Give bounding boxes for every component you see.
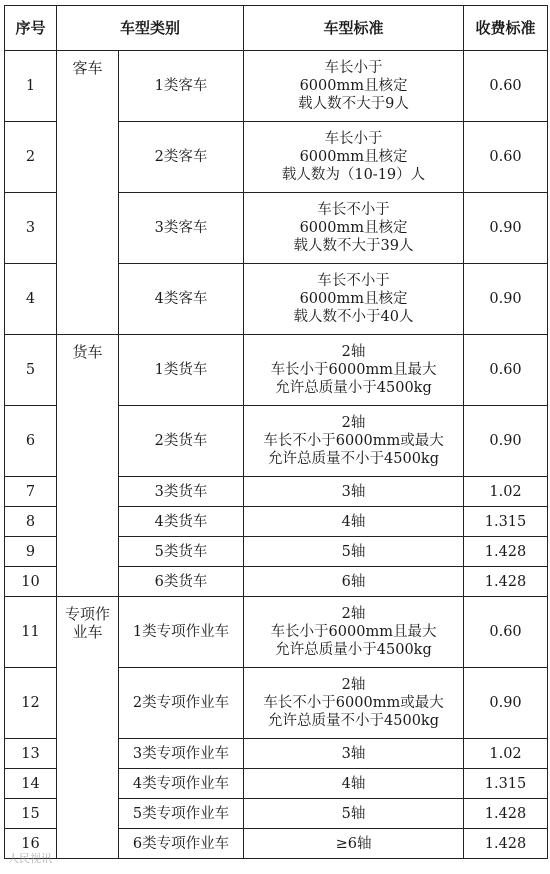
row-fee: 1.315 <box>464 507 548 537</box>
fee-table-container <box>4 5 547 859</box>
row-fee: 0.60 <box>464 51 548 122</box>
row-index: 10 <box>5 567 57 597</box>
row-index: 2 <box>5 122 57 193</box>
row-type: 6类货车 <box>119 567 244 597</box>
row-standard: 5轴 <box>244 799 464 829</box>
row-standard: ≥6轴 <box>244 829 464 859</box>
row-index: 3 <box>5 193 57 264</box>
row-fee: 1.02 <box>464 739 548 769</box>
row-standard: 2轴 车长小于6000mm且最大 允许总质量小于4500kg <box>244 335 464 406</box>
row-fee: 0.60 <box>464 335 548 406</box>
row-type: 5类专项作业车 <box>119 799 244 829</box>
row-fee: 0.90 <box>464 406 548 477</box>
row-standard: 4轴 <box>244 507 464 537</box>
row-index: 1 <box>5 51 57 122</box>
row-type: 5类货车 <box>119 537 244 567</box>
row-fee: 1.428 <box>464 567 548 597</box>
row-type: 1类客车 <box>119 51 244 122</box>
row-index: 7 <box>5 477 57 507</box>
row-type: 2类客车 <box>119 122 244 193</box>
row-fee: 1.02 <box>464 477 548 507</box>
row-index: 15 <box>5 799 57 829</box>
row-standard: 3轴 <box>244 477 464 507</box>
group-passenger: 客车 <box>57 51 119 335</box>
row-type: 6类专项作业车 <box>119 829 244 859</box>
row-index: 14 <box>5 769 57 799</box>
row-index: 13 <box>5 739 57 769</box>
header-index: 序号 <box>5 6 57 51</box>
row-standard: 车长不小于 6000mm且核定 载人数不大于39人 <box>244 193 464 264</box>
group-special: 专项作业车 <box>57 597 119 859</box>
row-type: 3类专项作业车 <box>119 739 244 769</box>
row-fee: 0.60 <box>464 122 548 193</box>
row-fee: 0.60 <box>464 597 548 668</box>
header-vehicle-standard: 车型标准 <box>244 6 464 51</box>
row-type: 4类客车 <box>119 264 244 335</box>
watermark: 人民视讯 <box>8 852 52 865</box>
row-fee: 0.90 <box>464 668 548 739</box>
row-index: 12 <box>5 668 57 739</box>
table-row <box>5 51 548 122</box>
row-index: 8 <box>5 507 57 537</box>
row-standard: 2轴 车长不小于6000mm或最大 允许总质量不小于4500kg <box>244 406 464 477</box>
header-fee-standard: 收费标准 <box>464 6 548 51</box>
row-type: 4类货车 <box>119 507 244 537</box>
row-index: 11 <box>5 597 57 668</box>
row-standard: 车长小于 6000mm且核定 载人数为（10-19）人 <box>244 122 464 193</box>
header-row <box>5 6 548 51</box>
row-type: 3类客车 <box>119 193 244 264</box>
group-truck: 货车 <box>57 335 119 597</box>
table-row <box>5 597 548 668</box>
row-type: 1类专项作业车 <box>119 597 244 668</box>
table-row <box>5 335 548 406</box>
row-index: 4 <box>5 264 57 335</box>
row-index: 5 <box>5 335 57 406</box>
header-vehicle-class: 车型类别 <box>57 6 244 51</box>
row-fee: 1.428 <box>464 537 548 567</box>
row-type: 2类专项作业车 <box>119 668 244 739</box>
row-fee: 0.90 <box>464 264 548 335</box>
row-standard: 3轴 <box>244 739 464 769</box>
row-type: 1类货车 <box>119 335 244 406</box>
row-standard: 6轴 <box>244 567 464 597</box>
row-fee: 1.428 <box>464 799 548 829</box>
row-type: 3类货车 <box>119 477 244 507</box>
row-standard: 车长小于 6000mm且核定 载人数不大于9人 <box>244 51 464 122</box>
row-fee: 1.428 <box>464 829 548 859</box>
row-standard: 2轴 车长不小于6000mm或最大 允许总质量不小于4500kg <box>244 668 464 739</box>
row-type: 4类专项作业车 <box>119 769 244 799</box>
row-standard: 2轴 车长小于6000mm且最大 允许总质量小于4500kg <box>244 597 464 668</box>
row-standard: 4轴 <box>244 769 464 799</box>
toll-fee-table <box>4 5 548 859</box>
row-fee: 0.90 <box>464 193 548 264</box>
row-type: 2类货车 <box>119 406 244 477</box>
row-index: 6 <box>5 406 57 477</box>
row-standard: 5轴 <box>244 537 464 567</box>
row-fee: 1.315 <box>464 769 548 799</box>
row-standard: 车长不小于 6000mm且核定 载人数不小于40人 <box>244 264 464 335</box>
row-index: 9 <box>5 537 57 567</box>
row-index: 16 <box>5 829 57 859</box>
